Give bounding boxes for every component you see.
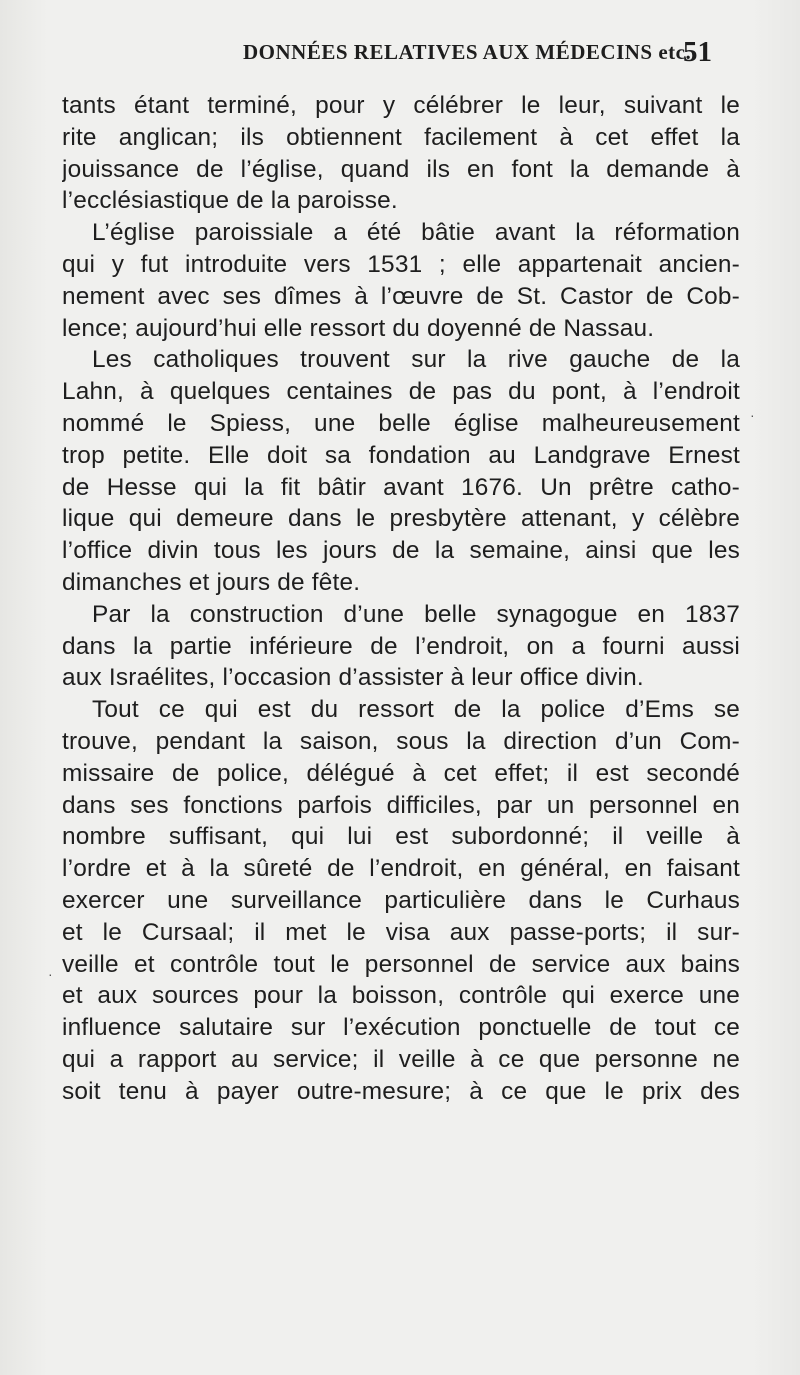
- text-line: influence salutaire sur l’exécution ponctuelle de tout ce: [62, 1014, 740, 1042]
- text-line: rite anglican; ils obtiennent facilement à cet effet la: [62, 123, 740, 151]
- page-number: 51: [683, 36, 712, 68]
- text-line: trouve, pendant la saison, sous la direction d’un Com-: [62, 727, 740, 755]
- text-line: lence; aujourd’hui elle ressort du doyenné de Nassau.: [62, 314, 655, 342]
- body-text: [62, 90, 740, 1108]
- margin-speck: ·: [48, 966, 53, 982]
- text-line: Lahn, à quelques centaines de pas du pont, à l’endroit: [62, 378, 740, 406]
- text-line: l’ordre et à la sûreté de l’endroit, en général, en faisant: [62, 855, 740, 883]
- running-title: DONNÉES RELATIVES AUX MÉDECINS etc.: [243, 40, 692, 64]
- text-line: qui y fut introduite vers 1531 ; elle appartenait ancien-: [62, 250, 740, 278]
- text-line: dans la partie inférieure de l’endroit, on a fourni aussi: [62, 632, 740, 660]
- text-line: trop petite. Elle doit sa fondation au Landgrave Ernest: [62, 441, 740, 469]
- text-line: Par la construction d’une belle synagogue en 1837: [92, 600, 740, 628]
- text-line: lique qui demeure dans le presbytère attenant, y célèbre: [62, 505, 740, 533]
- text-line: L’église paroissiale a été bâtie avant la réformation: [92, 219, 740, 247]
- text-line: l’ecclésiastique de la paroisse.: [62, 187, 398, 215]
- text-line: aux Israélites, l’occasion d’assister à leur office divin.: [62, 664, 644, 692]
- text-line: Tout ce qui est du ressort de la police d’Ems se: [92, 696, 740, 724]
- text-line: soit tenu à payer outre-mesure; à ce que le prix des: [62, 1077, 740, 1105]
- text-line: nombre suffisant, qui lui est subordonné; il veille à: [62, 823, 740, 851]
- text-line: veille et contrôle tout le personnel de service aux bains: [62, 950, 740, 978]
- text-line: tants étant terminé, pour y célébrer le leur, suivant le: [62, 92, 740, 119]
- text-line: missaire de police, délégué à cet effet; il est secondé: [62, 759, 740, 787]
- text-line: dimanches et jours de fête.: [62, 568, 361, 596]
- text-line: qui a rapport au service; il veille à ce que personne ne: [62, 1045, 740, 1073]
- page-header: [0, 36, 800, 76]
- text-line: nement avec ses dîmes à l’œuvre de St. Castor de Cob-: [62, 282, 740, 310]
- text-line: exercer une surveillance particulière dans le Curhaus: [62, 886, 740, 914]
- text-line: de Hesse qui la fit bâtir avant 1676. Un prêtre catho-: [62, 473, 740, 501]
- text-line: Les catholiques trouvent sur la rive gauche de la: [92, 346, 740, 374]
- text-line: dans ses fonctions parfois difficiles, par un personnel en: [62, 791, 740, 819]
- text-line: jouissance de l’église, quand ils en font la demande à: [62, 155, 740, 183]
- margin-speck: ·: [750, 407, 755, 423]
- text-line: et aux sources pour la boisson, contrôle qui exerce une: [62, 982, 740, 1010]
- text-line: et le Cursaal; il met le visa aux passe-ports; il sur-: [62, 918, 740, 946]
- text-line: l’office divin tous les jours de la semaine, ainsi que les: [62, 537, 740, 565]
- text-line: nommé le Spiess, une belle église malheureusement: [62, 409, 740, 437]
